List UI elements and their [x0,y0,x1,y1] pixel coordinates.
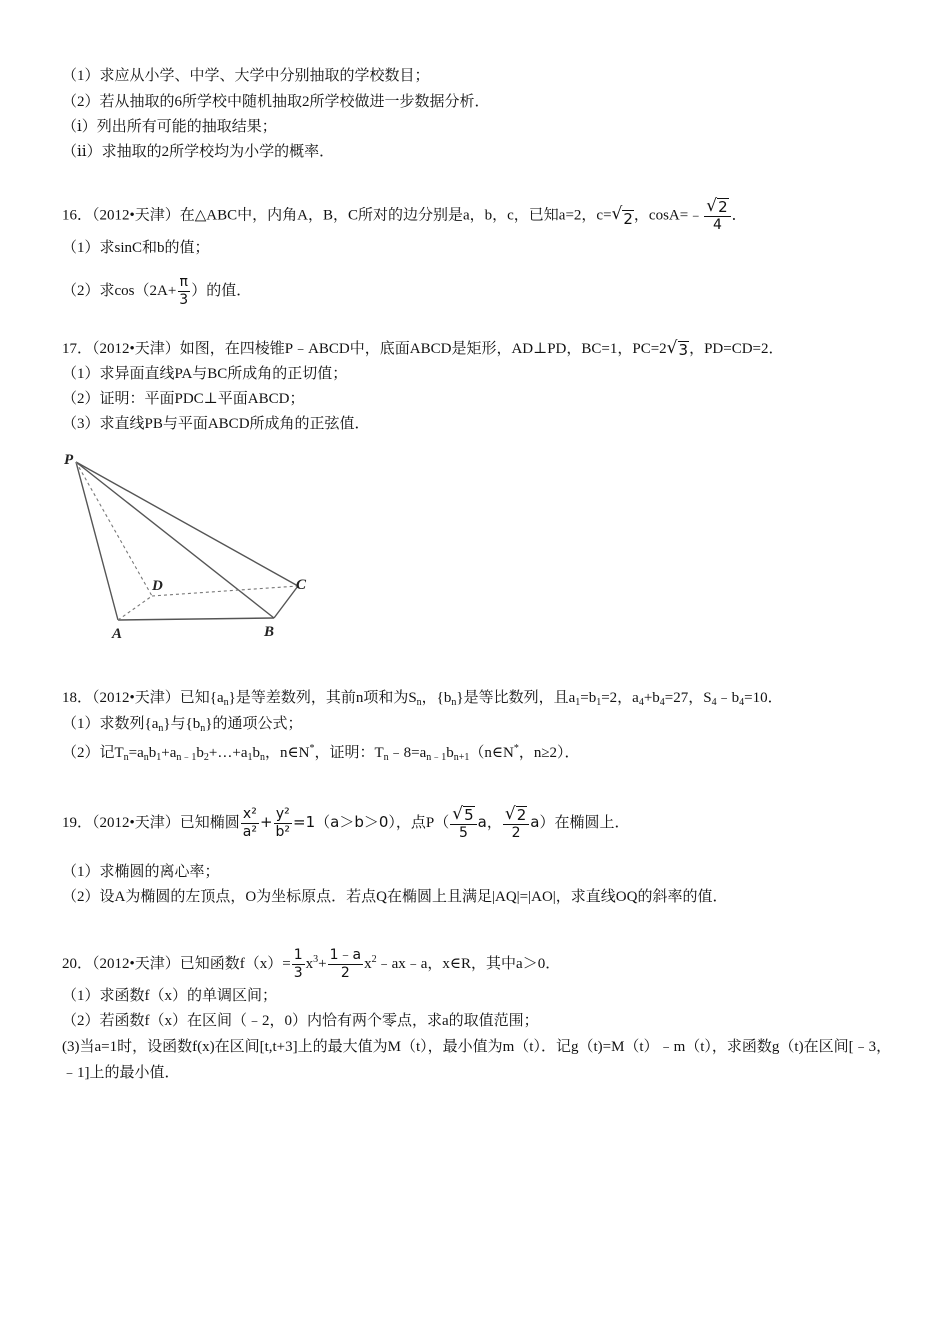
fraction-1-over-3: $\frac{1}{3}$ [293,947,303,982]
sqrt-3: √ 3 [666,338,689,359]
problem-20-q2: （2）若函数f（x）在区间（﹣2，0）内恰有两个零点，求a的取值范围； [62,1013,539,1029]
problem-18-q2: （2）记$T_n=a_nb_1+a_{n﹣1}b_2+\dots+a_1b_n$，n∈N*，证明：$T_n﹣8=a_{n﹣1}b_{n+1}(n\in N^*$，n≥2）． [62,743,580,763]
problem-19-statement: 19．（2012•天津）已知椭圆 $\frac{\text{x²}}{\text{a²}}$ + $\frac{\text{y²}}{\text{b²}}$ =1（a＞b＞0），点P（ √ 5 5 a， √ 2 2 a）在椭圆上． [62,803,630,841]
edge-bc [274,586,298,618]
problem-19-q1: （1）求椭圆的离心率； [62,864,220,880]
problem-17-q3: （3）求直线PB与平面ABCD所成角的正弦值． [62,416,370,432]
label-a: A [112,626,123,642]
problem-20-statement: 20．（2012•天津）已知函数f（x）= $\frac{1}{3}$ $x^3+$ $\frac{1﹣a}{2}$ $x^2﹣ax﹣a$，x∈R，其中a＞0． [62,947,561,982]
label-b: B [264,624,275,640]
fraction-y2-b2: $\frac{\text{y²}}{\text{b²}}$ [275,806,291,841]
label-c: C [296,577,307,593]
intro-line-2: （2）若从抽取的6所学校中随机抽取2所学校做进一步数据分析． [62,94,490,110]
edge-ab [118,618,274,620]
problem-18-q1: （1）求数列$\{a_n\}$与$\{b_n\}$的通项公式； [62,716,303,734]
problem-17-q1: （1）求异面直线PA与BC所成角的正切值； [62,366,348,382]
fraction-pi-over-3: $\frac{\pi}{3}$ [179,274,189,308]
problem-16-q2: （2）求cos（2A+ $\frac{\pi}{3}$ ）的值． [62,274,252,308]
problem-16-statement: 16．（2012•天津）在△ABC中，内角A，B，C所对的边分别是a，b，c，已知a=2，c= √ 2 ，cosA=﹣ √ 2 4 ． [62,196,747,233]
problem-18-statement: 18．（2012•天津）已知$\{a_n\}$是等差数列，其前n项和为$S_n$，$\{b_n\}$是等比数列，且$a_1=b_1=2$，$a_4+b_4=27$，$S_4﹣b_4=10$． [62,690,783,708]
fraction-1-minus-a-over-2: $\frac{1﹣a}{2}$ [329,947,362,982]
sqrt-2: √ 2 [611,204,633,229]
fraction-sqrt5-over-5: √ 5 5 [450,806,476,842]
label-p: P [64,452,74,468]
edge-pd-hidden [76,462,152,596]
fraction-sqrt2-over-2: √ 2 2 [503,806,529,842]
pyramid-figure [56,446,316,646]
edge-pc [76,462,298,586]
fraction-x2-a2: $\frac{\text{x²}}{\text{a²}}$ [242,806,257,841]
problem-16-q1: （1）求sinC和b的值； [62,240,210,256]
intro-line-3: （ⅰ）列出所有可能的抽取结果； [62,119,277,135]
problem-20-q1: （1）求函数f（x）的单调区间； [62,988,277,1004]
edge-pa [76,462,118,620]
intro-line-4: （ⅱ）求抽取的2所学校均为小学的概率． [62,144,335,160]
edge-dc-hidden [152,586,298,596]
problem-17-q2: （2）证明：平面PDC⊥平面ABCD； [62,391,305,407]
problem-19-q2: （2）设A为椭圆的左顶点，O为坐标原点．若点Q在椭圆上且满足|AQ|=|AO|，求直线OQ的斜率的值． [62,889,728,905]
edge-ad-hidden [118,596,152,620]
problem-17-statement: 17．（2012•天津）如图，在四棱锥P﹣ABCD中，底面ABCD是矩形，AD⊥PD，BC=1，PC=2 √ 3 ，PD=CD=2． [62,338,784,359]
fraction-sqrt2-over-4: √ 2 4 [704,198,730,234]
label-d: D [152,578,163,594]
edge-pb [76,462,274,618]
problem-20-q3: (3)当a=1时，设函数f(x)在区间[t,t+3]上的最大值为M（t），最小值为m（t）．记g（t)=M（t）﹣m（t），求函数g（t)在区间[﹣3，﹣1]上的最小值． [62,1039,892,1081]
intro-line-1: （1）求应从小学、中学、大学中分别抽取的学校数目； [62,68,430,84]
